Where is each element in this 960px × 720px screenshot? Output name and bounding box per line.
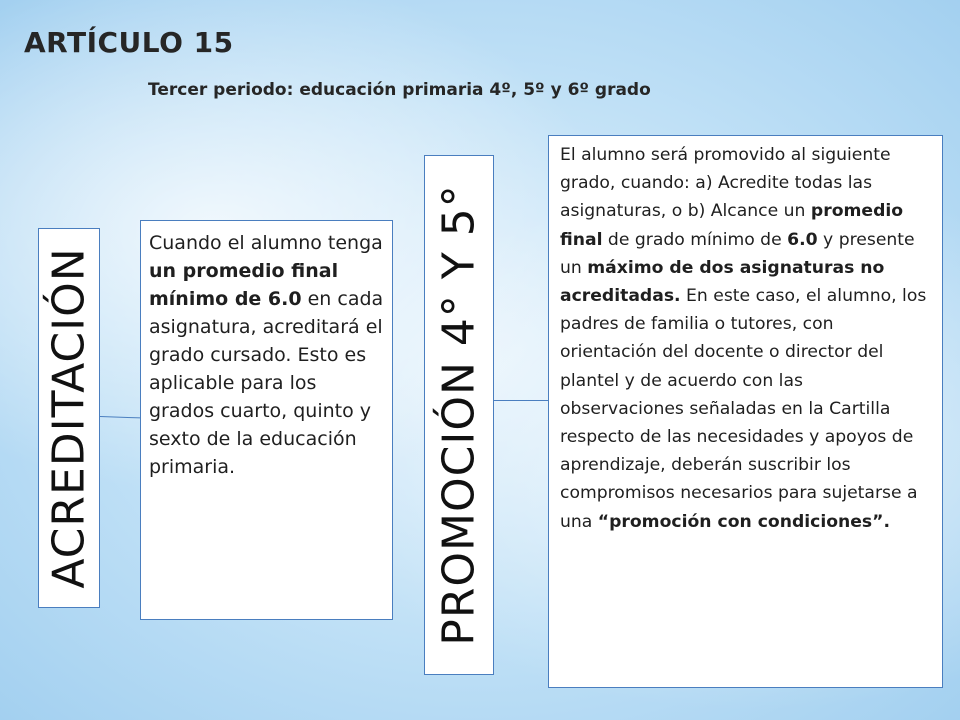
promocion-text-part: y presente un	[560, 229, 915, 278]
promocion-text-bold: máximo de dos asignaturas no acreditadas.	[560, 257, 885, 307]
acreditacion-connector	[100, 416, 141, 418]
acreditacion-label: ACREDITACIÓN	[43, 247, 95, 589]
promocion-text-box	[548, 135, 943, 688]
promocion-text-bold: promedio final	[560, 201, 904, 250]
promocion-connector	[494, 400, 549, 401]
promocion-label: PROMOCIÓN 4° Y 5°	[433, 184, 485, 646]
acreditacion-text-bold: un promedio final mínimo de 6.0	[149, 260, 339, 310]
promocion-text	[560, 141, 932, 536]
promocion-text-part: de grado mínimo de	[602, 229, 788, 250]
acreditacion-text-box	[140, 220, 393, 620]
slide-subtitle: Tercer periodo: educación primaria 4º, 5º y 6º grado	[148, 80, 651, 100]
slide-title: ARTÍCULO 15	[24, 26, 234, 59]
promocion-text-bold: “promoción con condiciones”.	[597, 511, 890, 532]
acreditacion-text-part: Cuando el alumno tenga	[149, 232, 383, 254]
promocion-text-bold: 6.0	[787, 229, 818, 250]
acreditacion-text	[149, 229, 384, 481]
promocion-text-part: En este caso, el alumno, los padres de familia o tutores, con orientación del docente o director del plantel y de acuerdo con las observaciones señaladas en la Cartilla respecto de las necesidades y apoyos de aprendizaje, deberán suscribir los compromisos necesarios para sujetarse a una	[560, 286, 927, 532]
promocion-text-part: El alumno será promovido al siguiente grado, cuando: a) Acredite todas las asignaturas, o b) Alcance un	[560, 145, 891, 222]
promocion-label-box	[424, 155, 494, 675]
acreditacion-label-box	[38, 228, 100, 608]
acreditacion-text-part: en cada asignatura, acreditará el grado cursado. Esto es aplicable para los grados cuarto, quinto y sexto de la educación primaria.	[149, 288, 384, 478]
